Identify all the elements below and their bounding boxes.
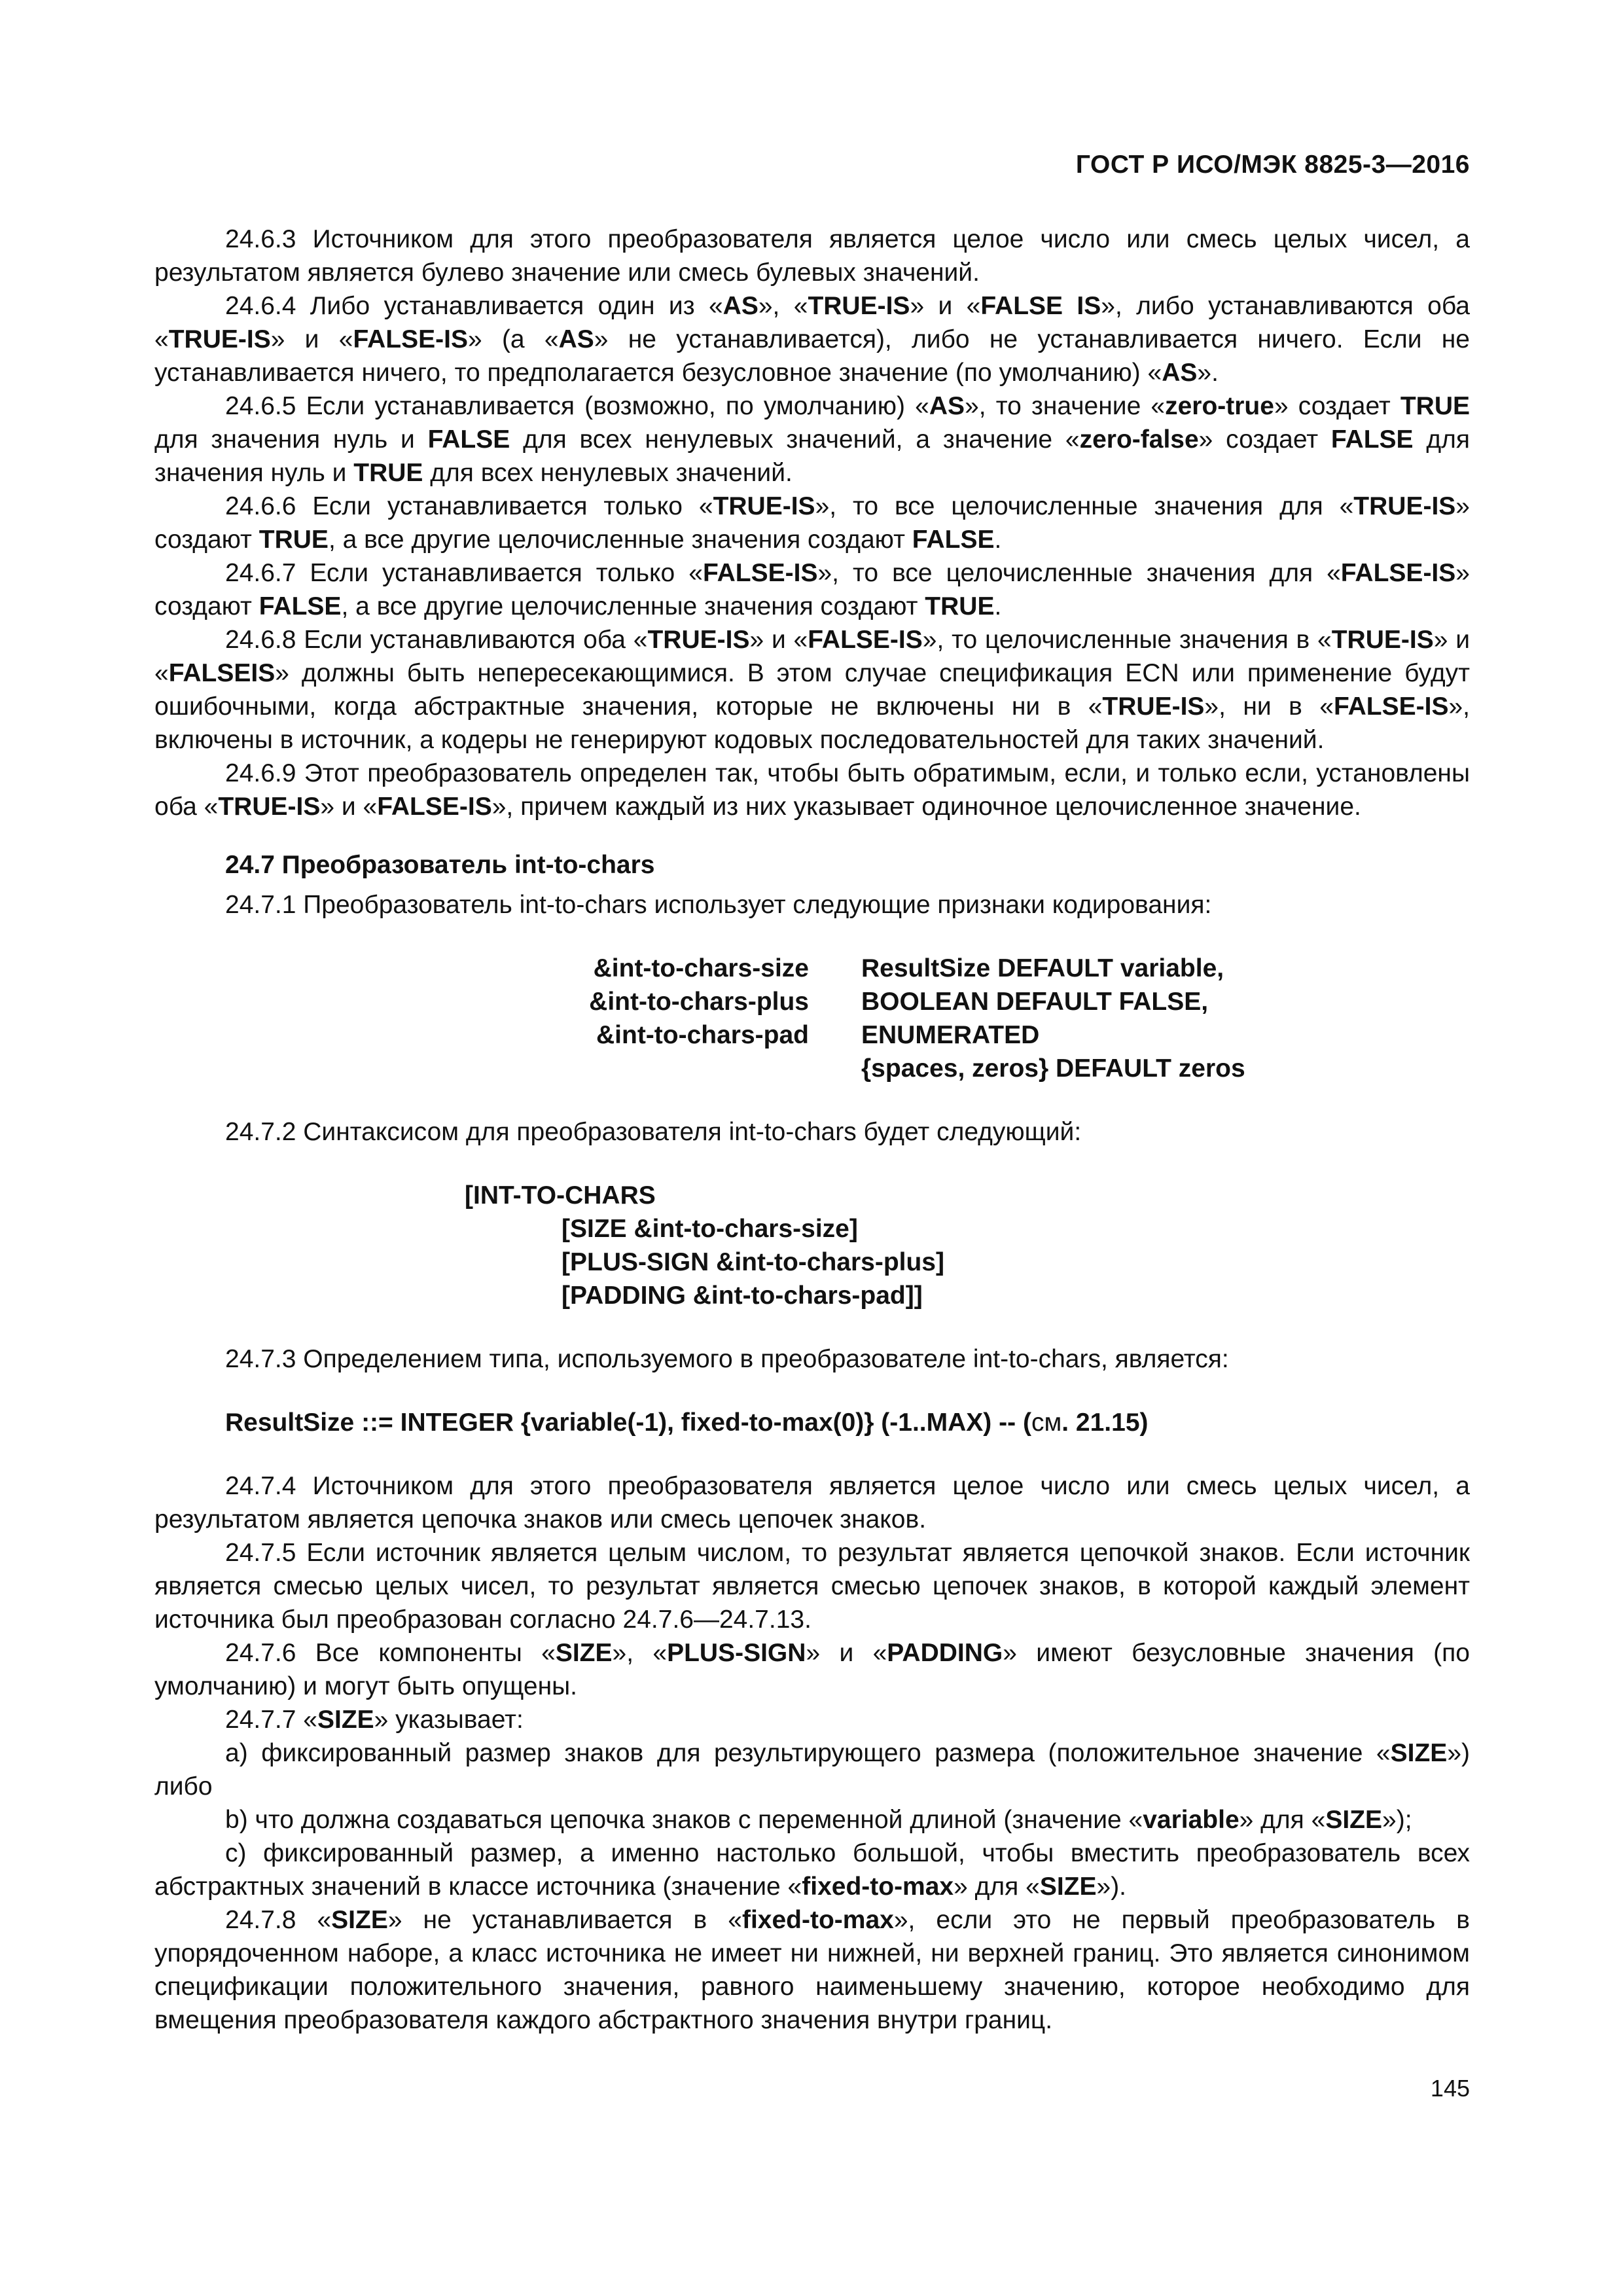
spacer	[154, 922, 1470, 952]
syntax-line: [SIZE &int-to-chars-size]	[562, 1215, 858, 1243]
spacer	[154, 1312, 1470, 1342]
paragraph-24-7-2: 24.7.2 Синтаксисом для преобразователя int-to-chars будет следующий:	[225, 1118, 1082, 1146]
spacer	[154, 1149, 1470, 1179]
paragraph-24-6-3: 24.6.3 Источником для этого преобразователя является целое число или смесь целых чисел, а результатом является булево значение или смесь булевых значений.	[154, 225, 1470, 287]
list-item-c: c) фиксированный размер, а именно настолько большой, чтобы вместить преобразователь всех абстрактных значений в классе источника (значение «fixed-to-max» для «SIZE»).	[154, 1839, 1470, 1901]
property-value: ENUMERATED	[861, 1021, 1040, 1049]
paragraph-24-7-6: 24.7.6 Все компоненты «SIZE», «PLUS-SIGN» и «PADDING» имеют безусловные значения (по умолчанию) и могут быть опущены.	[154, 1639, 1470, 1700]
property-name: &int-to-chars-plus	[589, 988, 809, 1016]
spacer	[154, 823, 1470, 839]
property-name: &int-to-chars-pad	[596, 1021, 809, 1049]
paragraph-24-6-6: 24.6.6 Если устанавливается только «TRUE-IS», то все целочисленные значения для «TRUE-IS» создают TRUE, а все другие целочисленные значения создают FALSE.	[154, 492, 1470, 554]
syntax-line: [PADDING &int-to-chars-pad]]	[562, 1282, 923, 1310]
section-title-24-7: 24.7 Преобразователь int-to-chars	[225, 851, 655, 879]
paragraph-24-7-1: 24.7.1 Преобразователь int-to-chars использует следующие признаки кодирования:	[225, 891, 1212, 919]
paragraph-24-7-8: 24.7.8 «SIZE» не устанавливается в «fixed-to-max», если это не первый преобразователь в упорядоченном наборе, а класс источника не имеет ни нижней, ни верхней границ. Это является синонимом спецификации положительного значения, равного наименьшему значению, которое необходимо для вмещения преобразователя каждого абстрактного значения внутри границ.	[154, 1906, 1470, 2034]
spacer	[154, 1085, 1470, 1115]
document-body	[154, 223, 1470, 2037]
paragraph-24-6-8: 24.6.8 Если устанавливаются оба «TRUE-IS» и «FALSE-IS», то целочисленные значения в «TRUE-IS» и «FALSEIS» должны быть непересекающимися. В этом случае спецификация ECN или применение будут ошибочными, когда абстрактные значения, которые не включены ни в «TRUE-IS», ни в «FALSE-IS», включены в источник, а кодеры не генерируют кодовых последовательностей для таких значений.	[154, 626, 1471, 754]
property-value: {spaces, zeros} DEFAULT zeros	[861, 1054, 1245, 1083]
syntax-line: [PLUS-SIGN &int-to-chars-plus]	[562, 1248, 944, 1276]
type-definition: ResultSize ::= INTEGER {variable(-1), fixed-to-max(0)} (-1..MAX) -- (см. 21.15)	[225, 1408, 1149, 1437]
property-name: &int-to-chars-size	[593, 954, 809, 982]
paragraph-24-6-7: 24.6.7 Если устанавливается только «FALSE-IS», то все целочисленные значения для «FALSE-IS» создают FALSE, а все другие целочисленные значения создают TRUE.	[154, 559, 1470, 620]
paragraph-24-6-4: 24.6.4 Либо устанавливается один из «AS», «TRUE-IS» и «FALSE IS», либо устанавливаются оба «TRUE-IS» и «FALSE-IS» (а «AS» не устанавливается), либо не устанавливается ничего. Если не устанавливается ничего, то предполагается безусловное значение (по умолчанию) «AS».	[154, 292, 1470, 387]
syntax-line: [INT-TO-CHARS	[465, 1181, 656, 1210]
paragraph-24-6-5: 24.6.5 Если устанавливается (возможно, по умолчанию) «AS», то значение «zero-true» создает TRUE для значения нуль и FALSE для всех ненулевых значений, а значение «zero-false» создает FALSE для значения нуль и TRUE для всех ненулевых значений.	[154, 392, 1471, 487]
standard-header: ГОСТ Р ИСО/МЭК 8825-3—2016	[1075, 151, 1470, 179]
property-value: ResultSize DEFAULT variable,	[861, 954, 1224, 982]
property-value: BOOLEAN DEFAULT FALSE,	[861, 988, 1209, 1016]
syntax-block	[465, 1179, 1470, 1312]
paragraph-24-7-3: 24.7.3 Определением типа, используемого в преобразователе int-to-chars, является:	[225, 1345, 1229, 1373]
page-number: 145	[1430, 2075, 1470, 2102]
paragraph-24-7-5: 24.7.5 Если источник является целым числом, то результат является цепочкой знаков. Если источник является смесью целых чисел, то результат является смесью цепочек знаков, в которой каждый элемент источника был преобразован согласно 24.7.6—24.7.13.	[154, 1539, 1470, 1634]
encoding-properties-table	[154, 952, 1470, 1085]
paragraph-24-6-9: 24.6.9 Этот преобразователь определен так, чтобы быть обратимым, если, и только если, установлены оба «TRUE-IS» и «FALSE-IS», причем каждый из них указывает одиночное целочисленное значение.	[154, 759, 1470, 821]
paragraph-24-7-4: 24.7.4 Источником для этого преобразователя является целое число или смесь целых чисел, а результатом является цепочка знаков или смесь цепочек знаков.	[154, 1472, 1470, 1534]
list-item-b: b) что должна создаваться цепочка знаков с переменной длиной (значение «variable» для «SIZE»);	[225, 1806, 1412, 1834]
spacer	[154, 1376, 1470, 1406]
property-name	[154, 1052, 809, 1085]
list-item-a: a) фиксированный размер знаков для результирующего размера (положительное значение «SIZE») либо	[154, 1739, 1470, 1801]
paragraph-24-7-7: 24.7.7 «SIZE» указывает:	[225, 1706, 524, 1734]
spacer	[154, 1439, 1470, 1469]
